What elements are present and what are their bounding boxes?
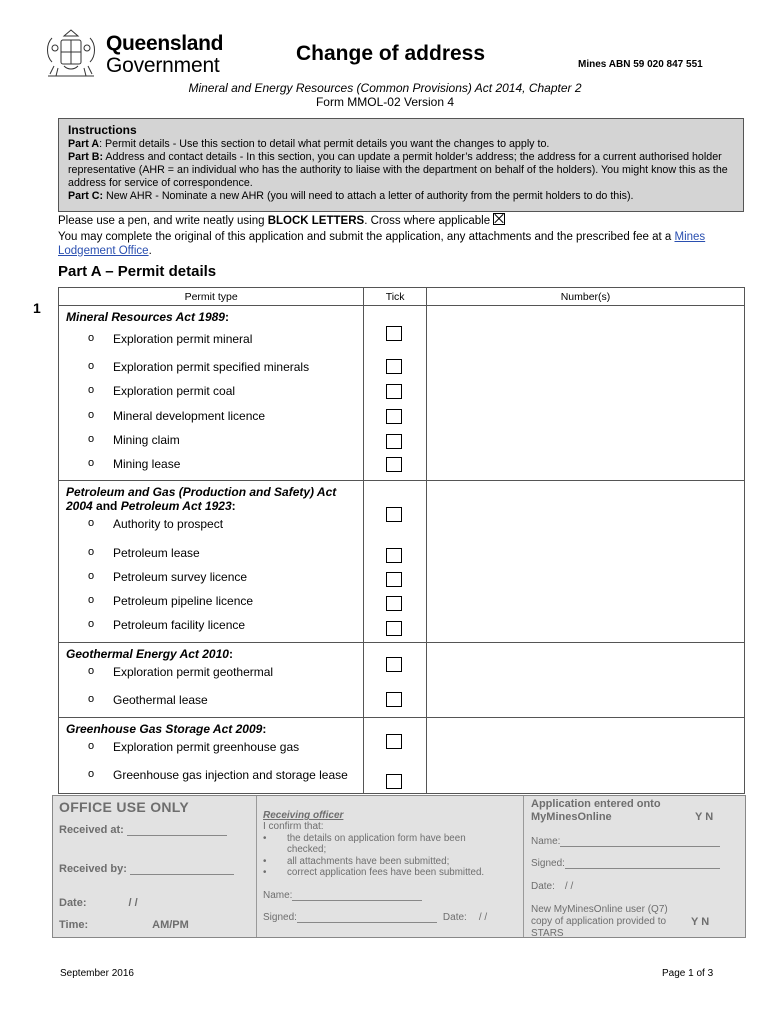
tick-column — [364, 643, 427, 718]
tick-checkbox[interactable] — [386, 596, 402, 611]
yes-no-option[interactable]: Y N — [695, 811, 714, 823]
tick-checkbox[interactable] — [386, 734, 402, 749]
list-item: o Petroleum facility licence — [59, 618, 245, 632]
instruction-part-c: Part C: New AHR - Nominate a new AHR (you will need to attach a letter of authority from the permit holders to do this). — [68, 190, 634, 202]
column-header-permit-type: Permit type — [59, 288, 364, 306]
list-item: o Exploration permit specified minerals — [59, 360, 309, 374]
section-number: 1 — [33, 300, 41, 316]
tick-column — [364, 306, 427, 481]
received-by-field[interactable]: Received by: — [59, 863, 234, 875]
office-use-heading: OFFICE USE ONLY — [59, 799, 190, 815]
mines-lodgement-office-link[interactable]: Mines Lodgement Office — [58, 231, 706, 257]
permit-group-greenhouse — [59, 718, 745, 794]
entry-name-field[interactable]: Name: — [531, 836, 720, 847]
list-item: o Mining claim — [59, 433, 180, 447]
column-header-tick: Tick — [364, 288, 427, 306]
officer-name-field[interactable]: Name: — [263, 890, 422, 901]
tick-checkbox[interactable] — [386, 457, 402, 472]
submit-instruction: You may complete the original of this application and submit the application, any attachments and the prescribed fee at a Mines Lodgement Office. — [58, 231, 706, 257]
list-item: o Exploration permit mineral — [59, 332, 252, 346]
queensland-government-logo — [42, 26, 224, 82]
act-heading: Geothermal Energy Act 2010: — [66, 647, 233, 661]
list-item: o Exploration permit coal — [59, 384, 235, 398]
page-title: Change of address — [296, 42, 486, 65]
entry-date-field[interactable]: Date: / / — [531, 881, 574, 892]
tick-checkbox[interactable] — [386, 359, 402, 374]
confirm-bullet-list — [263, 833, 503, 878]
permit-group-petroleum — [59, 481, 745, 643]
numbers-field[interactable] — [426, 481, 744, 643]
form-number: Form MMOL-02 Version 4 — [315, 95, 455, 109]
numbers-field[interactable] — [426, 718, 744, 794]
instructions-box — [58, 118, 744, 212]
received-at-field[interactable]: Received at: — [59, 824, 227, 836]
time-field[interactable]: Time: AM/PM — [59, 919, 189, 931]
act-subtitle: Mineral and Energy Resources (Common Provisions) Act 2014, Chapter 2 — [188, 81, 582, 95]
permit-group-mineral — [59, 306, 745, 481]
column-header-numbers: Number(s) — [426, 288, 744, 306]
tick-checkbox[interactable] — [386, 621, 402, 636]
tick-checkbox[interactable] — [386, 326, 402, 341]
act-heading: Mineral Resources Act 1989: — [66, 310, 229, 324]
tick-checkbox[interactable] — [386, 657, 402, 672]
confirm-text: I confirm that: — [263, 821, 324, 832]
abn-number: Mines ABN 59 020 847 551 — [578, 59, 703, 70]
list-item: • correct application fees have been submitted. — [263, 867, 485, 878]
part-a-heading: Part A – Permit details — [58, 263, 217, 280]
coat-of-arms-icon — [42, 26, 100, 82]
list-item: o Authority to prospect — [59, 517, 223, 531]
list-item: o Mineral development licence — [59, 409, 265, 423]
list-item: o Petroleum lease — [59, 546, 200, 560]
entry-signed-field[interactable]: Signed: — [531, 858, 720, 869]
crossed-box-icon — [493, 213, 505, 225]
instruction-part-a: Part A: Permit details - Use this section to detail what permit details you want the changes to apply to. — [68, 138, 550, 150]
list-item: • the details on application form have been checked; — [263, 833, 466, 855]
logo-text-government: Government — [106, 54, 220, 77]
page-number: Page 1 of 3 — [662, 968, 714, 979]
tick-column — [364, 481, 427, 643]
yes-no-option[interactable]: Y N — [691, 916, 710, 928]
logo-text-queensland: Queensland — [106, 32, 224, 55]
list-item: o Exploration permit geothermal — [59, 665, 273, 679]
numbers-field[interactable] — [426, 643, 744, 718]
list-item: o Mining lease — [59, 457, 180, 471]
tick-checkbox[interactable] — [386, 548, 402, 563]
list-item: • all attachments have been submitted; — [263, 856, 450, 867]
footer-date: September 2016 — [60, 968, 134, 979]
tick-checkbox[interactable] — [386, 572, 402, 587]
list-item: o Geothermal lease — [59, 693, 208, 707]
tick-checkbox[interactable] — [386, 409, 402, 424]
permit-table — [58, 287, 745, 794]
receiving-officer-heading: Receiving officer — [263, 810, 344, 821]
officer-signed-field[interactable]: Signed: Date: / / — [263, 912, 488, 923]
tick-checkbox[interactable] — [386, 384, 402, 399]
act-heading: Petroleum and Gas (Production and Safety) Act 2004 and Petroleum Act 1923: — [66, 485, 337, 513]
date-field[interactable]: Date: / / — [59, 897, 138, 909]
instructions-heading: Instructions — [68, 123, 137, 137]
numbers-field[interactable] — [426, 306, 744, 481]
permit-group-geothermal — [59, 643, 745, 718]
tick-column — [364, 718, 427, 794]
list-item: o Greenhouse gas injection and storage lease — [59, 768, 348, 782]
list-item: o Petroleum pipeline licence — [59, 594, 253, 608]
tick-checkbox[interactable] — [386, 507, 402, 522]
tick-checkbox[interactable] — [386, 692, 402, 707]
act-heading: Greenhouse Gas Storage Act 2009: — [66, 722, 267, 736]
tick-checkbox[interactable] — [386, 434, 402, 449]
list-item: o Petroleum survey licence — [59, 570, 247, 584]
office-use-panel — [52, 795, 746, 938]
list-item: o Exploration permit greenhouse gas — [59, 740, 299, 754]
instruction-part-b: Part B: Address and contact details - In this section, you can update a permit holder’s address; the address for a current authorised holder representative (AHR = an individual who has the authority to liaise with the department on behalf of the holders). You might know this as the address for service of correspondence. — [68, 151, 728, 189]
application-entered-label: Application entered onto MyMinesOnline — [531, 798, 661, 823]
pen-instruction: Please use a pen, and write neatly using BLOCK LETTERS. Cross where applicable — [58, 213, 505, 227]
new-user-label: New MyMinesOnline user (Q7) copy of application provided to STARS — [531, 904, 668, 939]
tick-checkbox[interactable] — [386, 774, 402, 789]
